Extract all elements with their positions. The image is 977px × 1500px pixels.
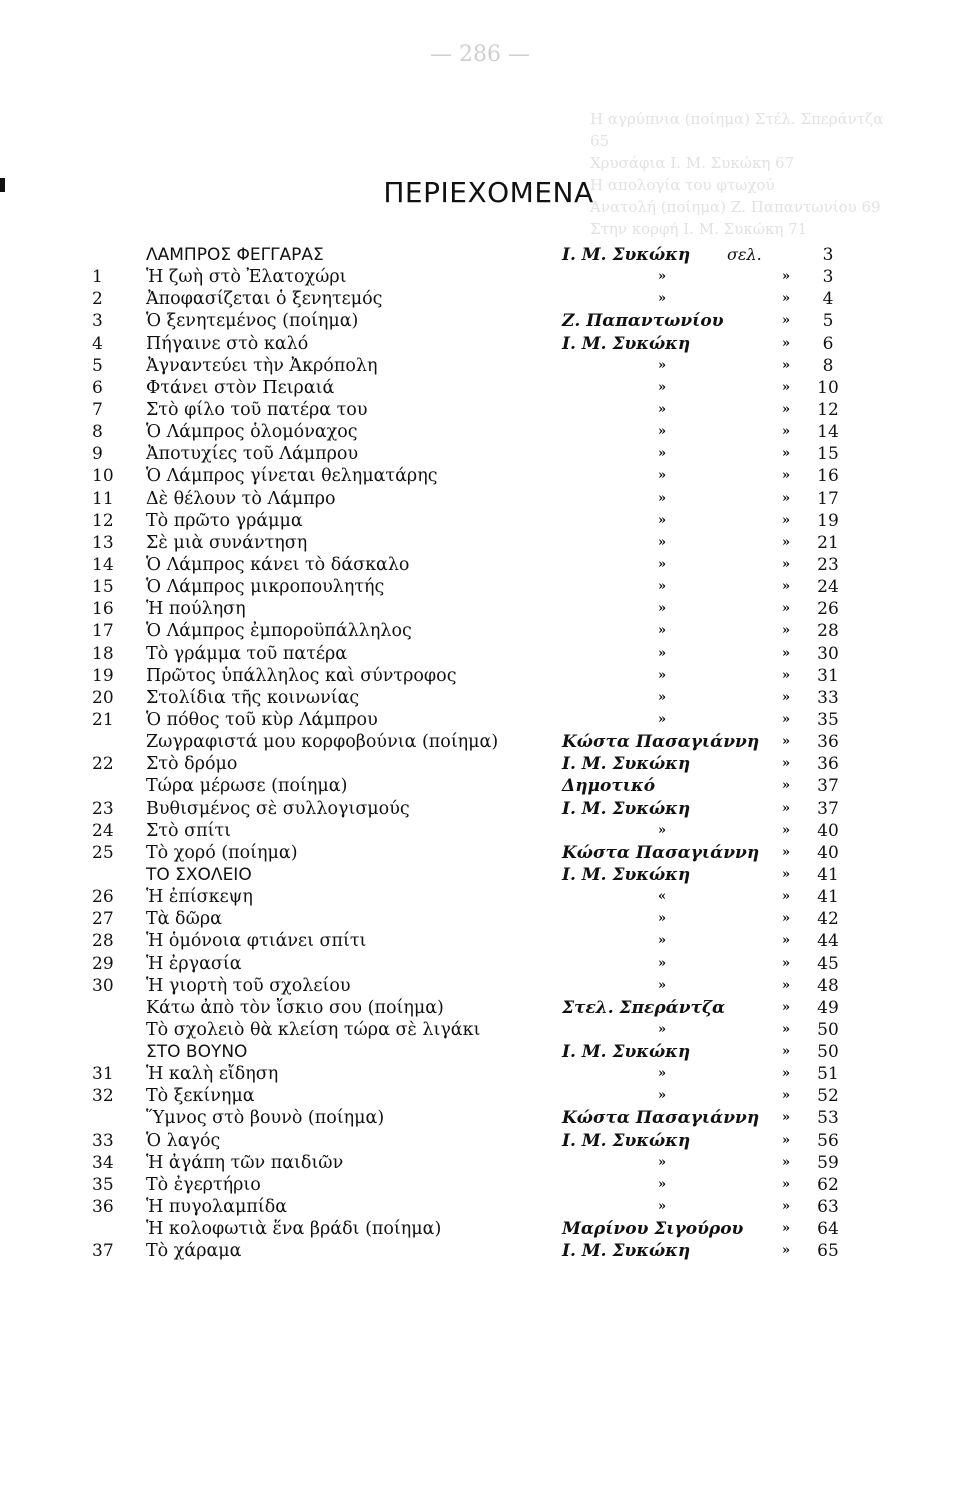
toc-entry	[92, 421, 862, 443]
entry-title: Ὁ Λάμπρος κάνει τὸ δάσκαλο	[146, 554, 410, 575]
entry-title: Βυθισμένος σὲ συλλογισμούς	[146, 798, 410, 819]
ditto-mark: »	[658, 1021, 667, 1037]
entry-page-number: 19	[817, 510, 839, 531]
entry-page-number: 3	[822, 267, 834, 288]
entry-number: 22	[92, 754, 114, 775]
ditto-mark: »	[658, 689, 667, 705]
entry-author: Στελ. Σπεράντζα	[562, 997, 726, 1018]
entry-title: Στολίδια τῆς κοινωνίας	[146, 687, 360, 708]
entry-page-number: 56	[817, 1130, 839, 1151]
ditto-mark: »	[782, 689, 791, 705]
toc-entry	[92, 1240, 862, 1262]
entry-number: 13	[92, 532, 114, 553]
toc-entry	[92, 953, 862, 975]
ditto-mark: »	[782, 468, 791, 484]
ditto-mark: »	[658, 1176, 667, 1192]
ditto-mark: »	[658, 490, 667, 506]
bleed-through-text	[590, 108, 890, 240]
ditto-mark: »	[782, 1176, 791, 1192]
ditto-mark: »	[782, 866, 791, 882]
toc-entry	[92, 820, 862, 842]
entry-title: Τὸ χορό (ποίημα)	[146, 842, 298, 863]
entry-page-number: 35	[817, 709, 839, 730]
entry-title: Ἡ κολοφωτιὰ ἕνα βράδι (ποίημα)	[146, 1219, 442, 1240]
ditto-mark: »	[782, 1110, 791, 1126]
entry-page-number: 12	[817, 399, 839, 420]
ditto-mark: »	[782, 756, 791, 772]
ditto-mark: »	[782, 269, 791, 285]
entry-number: 12	[92, 510, 114, 531]
entry-title: Ἡ ἐργασία	[146, 953, 242, 974]
ditto-mark: »	[782, 933, 791, 949]
entry-page-number: 45	[817, 953, 839, 974]
ditto-mark: »	[782, 1154, 791, 1170]
ditto-mark: »	[782, 711, 791, 727]
bleed-line: Χρυσάφια Ι. Μ. Συκώκη 67	[590, 154, 795, 172]
ditto-mark: »	[658, 512, 667, 528]
toc-entry	[92, 886, 862, 908]
toc-entry	[92, 310, 862, 332]
entry-number: 4	[92, 333, 103, 354]
entry-page-number: 42	[817, 909, 839, 930]
ditto-mark: »	[782, 1199, 791, 1215]
ditto-mark: »	[782, 534, 791, 550]
ditto-mark: »	[782, 778, 791, 794]
entry-number: 10	[92, 466, 114, 487]
entry-author: Ι. Μ. Συκώκη	[562, 1241, 691, 1262]
entry-number: 19	[92, 665, 114, 686]
entry-number: 24	[92, 820, 114, 841]
entry-number: 21	[92, 709, 114, 730]
entry-number: 3	[92, 311, 103, 332]
ditto-mark: »	[658, 379, 667, 395]
entry-number: 36	[92, 1197, 114, 1218]
entry-title: Ἡ ζωὴ στὸ Ἐλατοχώρι	[146, 267, 347, 288]
entry-number: 29	[92, 953, 114, 974]
entry-title: Ὁ Λάμπρος γίνεται θεληματάρης	[146, 466, 438, 487]
entry-title: Ὁ Λάμπρος ὁλομόναχος	[146, 422, 358, 443]
entry-page-number: 40	[817, 820, 839, 841]
ditto-mark: »	[782, 734, 791, 750]
entry-number: 37	[92, 1241, 114, 1262]
bleed-line: Η αγρύπνια (ποίημα) Στέλ. Σπεράντζα 65	[590, 110, 884, 150]
entry-page-number: 37	[817, 776, 839, 797]
ditto-mark: »	[782, 1243, 791, 1259]
table-of-contents	[92, 244, 862, 1262]
entry-title: Ὁ Λάμπρος μικροπουλητής	[146, 577, 385, 598]
toc-entry	[92, 1174, 862, 1196]
toc-entry	[92, 576, 862, 598]
toc-entry	[92, 1085, 862, 1107]
entry-page-number: 36	[817, 732, 839, 753]
entry-author: Δημοτικό	[562, 776, 656, 797]
entry-page-number: 50	[817, 1042, 839, 1063]
entry-title: Στὸ φίλο τοῦ πατέρα του	[146, 399, 368, 420]
entry-page-number: 24	[817, 577, 839, 598]
ditto-mark: »	[658, 933, 667, 949]
entry-page-number: 5	[822, 311, 834, 332]
entry-author: Ι. Μ. Συκώκη	[562, 798, 691, 819]
entry-page-number: 31	[817, 665, 839, 686]
entry-title: Ὁ Λάμπρος ἐμποροϋπάλληλος	[146, 621, 412, 642]
entry-page-number: 30	[817, 643, 839, 664]
toc-entry	[92, 510, 862, 532]
entry-page-number: 52	[817, 1086, 839, 1107]
entry-number: 1	[92, 267, 103, 288]
entry-page-number: 41	[817, 887, 839, 908]
entry-page-number: 28	[817, 621, 839, 642]
entry-number: 33	[92, 1130, 114, 1151]
ditto-mark: »	[782, 490, 791, 506]
entry-title: Δὲ θέλουν τὸ Λάμπρο	[146, 488, 336, 509]
entry-author: Κώστα Πασαγιάννη	[562, 1108, 760, 1129]
entry-title: Τώρα μέρωσε (ποίημα)	[146, 776, 348, 797]
ditto-mark: »	[782, 889, 791, 905]
entry-page-number: 33	[817, 687, 839, 708]
entry-page-number: 3	[822, 245, 834, 265]
toc-entry	[92, 620, 862, 642]
toc-entry	[92, 598, 862, 620]
ditto-mark: »	[658, 357, 667, 373]
entry-title: Τὸ γράμμα τοῦ πατέρα	[146, 643, 348, 664]
entry-title: Ἡ πούληση	[146, 599, 246, 620]
ditto-mark: »	[658, 645, 667, 661]
entry-title: Ὁ ξενητεμένος (ποίημα)	[146, 311, 359, 332]
section-heading-row	[92, 864, 862, 886]
entry-number: 20	[92, 687, 114, 708]
entry-page-number: 64	[817, 1219, 839, 1240]
entry-author: Κώστα Πασαγιάννη	[562, 732, 760, 753]
ditto-mark: »	[782, 424, 791, 440]
entry-title: Στὸ σπίτι	[146, 820, 232, 841]
toc-entry	[92, 266, 862, 288]
toc-entry	[92, 775, 862, 797]
toc-entry	[92, 908, 862, 930]
ditto-mark: »	[782, 645, 791, 661]
toc-entry	[92, 643, 862, 665]
toc-entry	[92, 687, 862, 709]
ditto-mark: »	[782, 313, 791, 329]
entry-author: Ζ. Παπαντωνίου	[562, 311, 724, 332]
toc-entry	[92, 443, 862, 465]
entry-number: 25	[92, 842, 114, 863]
entry-title: Ὁ πόθος τοῦ κὺρ Λάμπρου	[146, 709, 378, 730]
ditto-mark: »	[658, 1088, 667, 1104]
entry-number: 34	[92, 1152, 114, 1173]
entry-author: Ι. Μ. Συκώκη	[562, 1042, 691, 1063]
entry-title: Τὰ δῶρα	[146, 909, 222, 930]
ditto-mark: »	[658, 955, 667, 971]
entry-title: Τὸ χάραμα	[146, 1241, 242, 1262]
ditto-mark: »	[782, 999, 791, 1015]
entry-page-number: 51	[817, 1064, 839, 1085]
entry-number: 6	[92, 377, 103, 398]
entry-number: 8	[92, 422, 103, 443]
ditto-mark: »	[658, 446, 667, 462]
ditto-mark: »	[658, 424, 667, 440]
entry-page-number: 65	[817, 1241, 839, 1262]
entry-title: Ὕμνος στὸ βουνὸ (ποίημα)	[146, 1108, 385, 1129]
entry-page-number: 53	[817, 1108, 839, 1129]
entry-page-number: 36	[817, 754, 839, 775]
entry-title: Ἀποτυχίες τοῦ Λάμπρου	[146, 444, 359, 465]
ditto-mark: »	[658, 269, 667, 285]
ditto-mark: »	[658, 1066, 667, 1082]
ditto-mark: «	[658, 889, 667, 905]
ditto-mark: »	[658, 667, 667, 683]
entry-number: 2	[92, 289, 103, 310]
entry-author: Μαρίνου Σιγούρου	[562, 1219, 744, 1240]
toc-entry	[92, 1063, 862, 1085]
ditto-mark: »	[782, 1221, 791, 1237]
toc-entry	[92, 930, 862, 952]
entry-title: Ἡ ὁμόνοια φτιάνει σπίτι	[146, 931, 367, 952]
entry-number: 14	[92, 554, 114, 575]
ditto-mark: »	[658, 1154, 667, 1170]
toc-entry	[92, 731, 862, 753]
ditto-mark: »	[782, 379, 791, 395]
entry-title: Πρῶτος ὑπάλληλος καὶ σύντροφος	[146, 665, 457, 686]
ditto-mark: »	[658, 291, 667, 307]
entry-page-number: 4	[822, 289, 834, 310]
entry-title: Ὁ λαγός	[146, 1130, 221, 1151]
ditto-mark: »	[782, 1021, 791, 1037]
toc-entry	[92, 288, 862, 310]
ditto-mark: »	[658, 977, 667, 993]
entry-title: Ζωγραφιστά μου κορφοβούνια (ποίημα)	[146, 732, 499, 753]
ditto-mark: »	[782, 335, 791, 351]
page-abbreviation: σελ.	[727, 245, 762, 264]
ditto-mark: »	[782, 512, 791, 528]
toc-entry	[92, 1107, 862, 1129]
entry-title: Τὸ σχολειὸ θὰ κλείση τώρα σὲ λιγάκι	[146, 1019, 481, 1040]
entry-title: Ἀγναντεύει τὴν Ἀκρόπολη	[146, 355, 378, 376]
entry-number: 27	[92, 909, 114, 930]
entry-number: 35	[92, 1174, 114, 1195]
section-heading-row	[92, 1041, 862, 1063]
entry-title: Πήγαινε στὸ καλό	[146, 333, 309, 354]
ditto-mark: »	[658, 822, 667, 838]
entry-page-number: 16	[817, 466, 839, 487]
entry-page-number: 63	[817, 1197, 839, 1218]
ditto-mark: »	[782, 291, 791, 307]
entry-author: Ι. Μ. Συκώκη	[562, 333, 691, 354]
ditto-mark: »	[658, 911, 667, 927]
page-number: — 286 —	[430, 42, 530, 67]
entry-page-number: 48	[817, 975, 839, 996]
entry-number: 23	[92, 798, 114, 819]
entry-number: 30	[92, 975, 114, 996]
entry-author: Ι. Μ. Συκώκη	[562, 864, 691, 885]
entry-title: Ἡ καλὴ εἴδηση	[146, 1064, 279, 1085]
ditto-mark: »	[782, 579, 791, 595]
entry-page-number: 6	[822, 333, 834, 354]
entry-author: Ι. Μ. Συκώκη	[562, 1130, 691, 1151]
bleed-line: Στην κορφή Ι. Μ. Συκώκη 71	[590, 220, 808, 238]
ditto-mark: »	[782, 601, 791, 617]
toc-entry	[92, 1019, 862, 1041]
entry-page-number: 41	[817, 864, 839, 885]
entry-author: Κώστα Πασαγιάννη	[562, 842, 760, 863]
toc-entry	[92, 798, 862, 820]
entry-number: 7	[92, 399, 103, 420]
entry-number: 32	[92, 1086, 114, 1107]
entry-number: 5	[92, 355, 103, 376]
entry-title: Σὲ μιὰ συνάντηση	[146, 532, 308, 553]
entry-number: 17	[92, 621, 114, 642]
toc-entry	[92, 554, 862, 576]
ditto-mark: »	[782, 1066, 791, 1082]
ditto-mark: »	[782, 357, 791, 373]
toc-entry	[92, 488, 862, 510]
ditto-mark: »	[658, 1199, 667, 1215]
ditto-mark: »	[658, 534, 667, 550]
entry-page-number: 40	[817, 842, 839, 863]
entry-number: 16	[92, 599, 114, 620]
toc-entry	[92, 665, 862, 687]
entry-page-number: 14	[817, 422, 839, 443]
ditto-mark: »	[782, 911, 791, 927]
entry-page-number: 8	[822, 355, 834, 376]
entry-number: 26	[92, 887, 114, 908]
toc-entry	[92, 1130, 862, 1152]
ditto-mark: »	[782, 822, 791, 838]
entry-page-number: 62	[817, 1174, 839, 1195]
entry-title: Τὸ ἐγερτήριο	[146, 1174, 261, 1195]
ditto-mark: »	[782, 977, 791, 993]
entry-title: Ἡ ἐπίσκεψη	[146, 887, 253, 908]
entry-author: Ι. Μ. Συκώκη	[562, 245, 691, 265]
entry-title: Ἡ ἀγάπη τῶν παιδιῶν	[146, 1152, 344, 1173]
ditto-mark: »	[782, 623, 791, 639]
toc-entry	[92, 753, 862, 775]
ditto-mark: »	[658, 468, 667, 484]
entry-title: Φτάνει στὸν Πειραιά	[146, 377, 335, 398]
toc-entry	[92, 997, 862, 1019]
toc-entry	[92, 1196, 862, 1218]
toc-entry	[92, 355, 862, 377]
entry-title: Κάτω ἀπὸ τὸν ἴσκιο σου (ποίημα)	[146, 997, 444, 1018]
entry-page-number: 59	[817, 1152, 839, 1173]
ditto-mark: »	[782, 800, 791, 816]
entry-number: 28	[92, 931, 114, 952]
toc-entry	[92, 399, 862, 421]
entry-page-number: 23	[817, 554, 839, 575]
toc-entry	[92, 1152, 862, 1174]
ditto-mark: »	[782, 955, 791, 971]
entry-author: Ι. Μ. Συκώκη	[562, 754, 691, 775]
ditto-mark: »	[782, 556, 791, 572]
entry-page-number: 49	[817, 997, 839, 1018]
toc-entry	[92, 465, 862, 487]
section-heading-row	[92, 244, 862, 266]
ditto-mark: »	[782, 446, 791, 462]
toc-entry	[92, 1218, 862, 1240]
bleed-line: Η απολογία του φτωχού	[590, 176, 775, 194]
ditto-mark: »	[658, 579, 667, 595]
entry-page-number: 15	[817, 444, 839, 465]
entry-title: Ἀποφασίζεται ὁ ξενητεμός	[146, 289, 383, 310]
ditto-mark: »	[658, 556, 667, 572]
ditto-mark: »	[658, 601, 667, 617]
entry-title: ΣΤΟ ΒΟΥΝΟ	[146, 1042, 248, 1063]
entry-page-number: 17	[817, 488, 839, 509]
entry-page-number: 37	[817, 798, 839, 819]
ditto-mark: »	[782, 1088, 791, 1104]
entry-number: 31	[92, 1064, 114, 1085]
toc-entry	[92, 975, 862, 997]
page-title: ΠΕΡΙΕΧΟΜΕΝΑ	[383, 176, 594, 209]
entry-title: ΤΟ ΣΧΟΛΕΙΟ	[146, 864, 252, 885]
ditto-mark: »	[658, 711, 667, 727]
entry-title: Ἡ πυγολαμπίδα	[146, 1197, 288, 1218]
entry-title: Τὸ ξεκίνημα	[146, 1086, 255, 1107]
entry-title: ΛΑΜΠΡΟΣ ΦΕΓΓΑΡΑΣ	[146, 245, 324, 265]
ditto-mark: »	[782, 667, 791, 683]
ditto-mark: »	[782, 844, 791, 860]
entry-page-number: 10	[817, 377, 839, 398]
toc-entry	[92, 842, 862, 864]
entry-number: 15	[92, 577, 114, 598]
ditto-mark: »	[658, 623, 667, 639]
entry-page-number: 26	[817, 599, 839, 620]
toc-entry	[92, 709, 862, 731]
entry-title: Τὸ πρῶτο γράμμα	[146, 510, 303, 531]
entry-page-number: 44	[817, 931, 839, 952]
ditto-mark: »	[782, 401, 791, 417]
entry-number: 18	[92, 643, 114, 664]
entry-page-number: 21	[817, 532, 839, 553]
entry-number: 9	[92, 444, 103, 465]
toc-entry	[92, 532, 862, 554]
entry-title: Στὸ δρόμο	[146, 754, 238, 775]
ditto-mark: »	[782, 1044, 791, 1060]
bleed-line: Ανατολή (ποίημα) Ζ. Παπαντωνίου 69	[590, 198, 881, 216]
ditto-mark: »	[782, 1132, 791, 1148]
toc-entry	[92, 333, 862, 355]
entry-page-number: 50	[817, 1019, 839, 1040]
entry-number: 11	[92, 488, 114, 509]
entry-title: Ἡ γιορτὴ τοῦ σχολείου	[146, 975, 351, 996]
toc-entry	[92, 377, 862, 399]
ditto-mark: »	[658, 401, 667, 417]
